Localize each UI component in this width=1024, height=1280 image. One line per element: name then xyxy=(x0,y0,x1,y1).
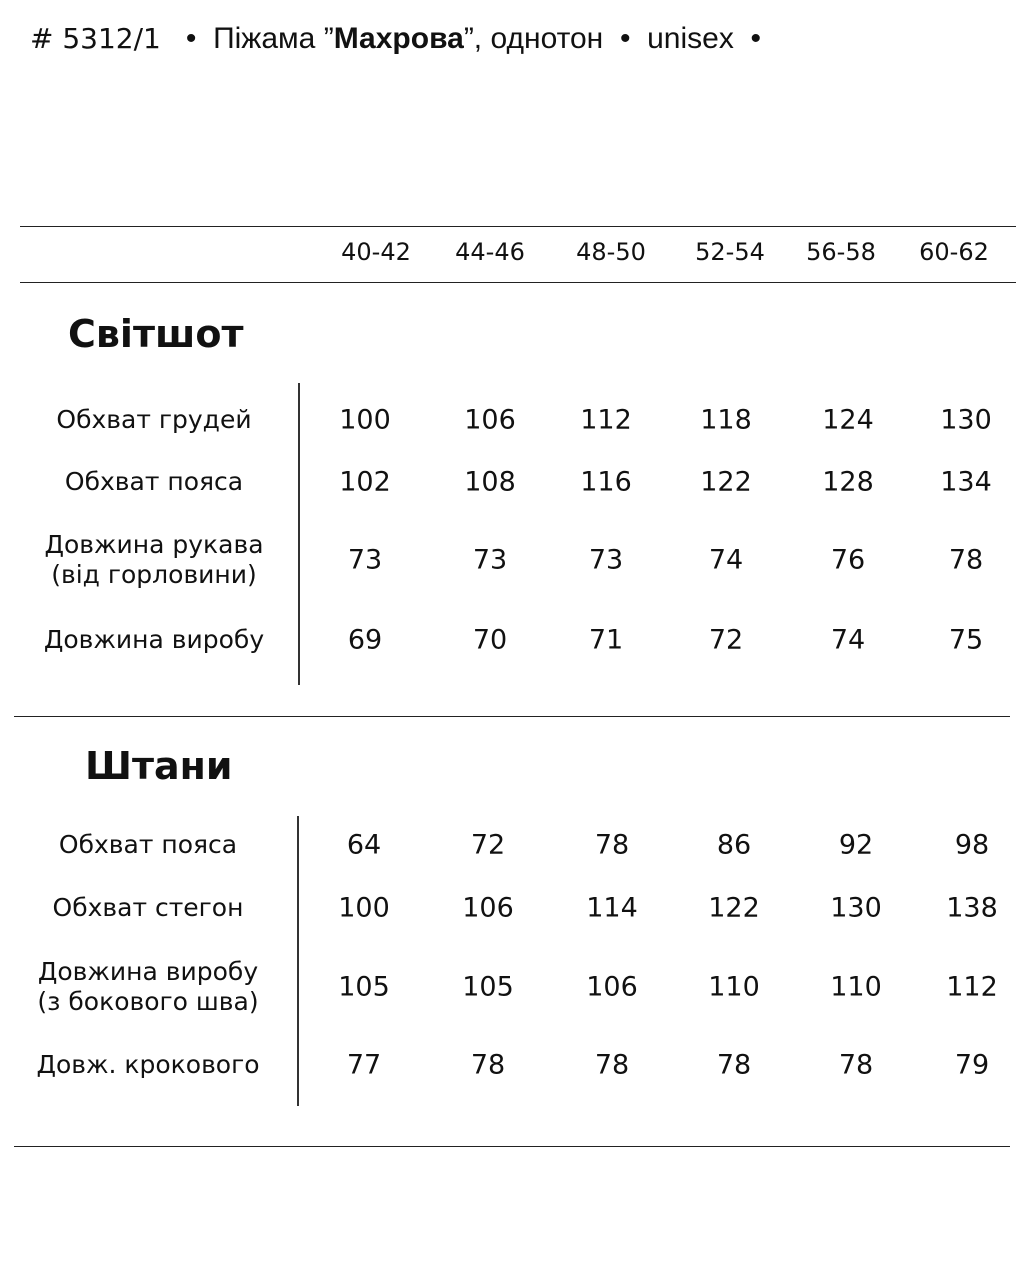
measurement-cell: 130 xyxy=(940,404,992,436)
measurement-cell: 70 xyxy=(472,624,508,656)
measurement-cell: 108 xyxy=(464,466,516,498)
measurement-cell: 118 xyxy=(700,404,752,436)
measurement-cell: 122 xyxy=(700,466,752,498)
measurement-cell: 72 xyxy=(470,829,506,861)
row-label xyxy=(4,625,304,655)
measurement-cell: 72 xyxy=(708,624,744,656)
row-label-line: (від горловини) xyxy=(51,560,257,589)
header-bottom-rule xyxy=(20,282,1016,283)
section-separator xyxy=(14,716,1010,717)
row-label xyxy=(0,893,298,923)
measurement-cell: 106 xyxy=(464,404,516,436)
measurement-cell: 64 xyxy=(346,829,382,861)
measurement-cell: 78 xyxy=(470,1049,506,1081)
measurement-cell: 112 xyxy=(946,971,998,1003)
measurement-cell: 110 xyxy=(830,971,882,1003)
measurement-cell: 76 xyxy=(830,544,866,576)
size-header-cell: 52-54 xyxy=(695,238,765,266)
bullet-1: • xyxy=(185,22,197,55)
row-label-line: Довжина виробу xyxy=(37,957,259,986)
row-label xyxy=(4,467,304,497)
measurement-cell: 102 xyxy=(339,466,391,498)
row-label xyxy=(0,830,298,860)
measurement-cell: 105 xyxy=(462,971,514,1003)
measurement-cell: 105 xyxy=(338,971,390,1003)
product-title xyxy=(30,22,761,56)
row-label xyxy=(4,530,304,590)
row-label-line: Довж. крокового xyxy=(36,1050,260,1079)
measurement-cell: 69 xyxy=(347,624,383,656)
measurement-cell: 73 xyxy=(347,544,383,576)
row-label xyxy=(0,1050,298,1080)
measurement-cell: 116 xyxy=(580,466,632,498)
measurement-cell: 73 xyxy=(472,544,508,576)
measurement-cell: 130 xyxy=(830,892,882,924)
product-prefix: Піжама ” xyxy=(213,22,334,55)
measurement-cell: 112 xyxy=(580,404,632,436)
header-top-rule xyxy=(20,226,1016,227)
measurement-cell: 78 xyxy=(716,1049,752,1081)
row-label-line: Обхват пояса xyxy=(58,830,238,859)
measurement-cell: 138 xyxy=(946,892,998,924)
product-code: # 5312/1 xyxy=(30,22,161,55)
size-header-cell: 56-58 xyxy=(806,238,876,266)
measurement-cell: 100 xyxy=(339,404,391,436)
product-gender: unisex xyxy=(647,22,734,55)
measurement-cell: 78 xyxy=(594,829,630,861)
measurement-cell: 106 xyxy=(586,971,638,1003)
measurement-cell: 78 xyxy=(838,1049,874,1081)
measurement-cell: 78 xyxy=(948,544,984,576)
bullet-3: • xyxy=(750,22,762,55)
row-label-line: Довжина виробу xyxy=(43,625,265,654)
measurement-cell: 73 xyxy=(588,544,624,576)
row-label-line: Обхват пояса xyxy=(64,467,244,496)
size-header-cell: 48-50 xyxy=(576,238,646,266)
row-label xyxy=(0,957,298,1017)
measurement-cell: 98 xyxy=(954,829,990,861)
measurement-cell: 122 xyxy=(708,892,760,924)
row-label-line: (з бокового шва) xyxy=(37,987,259,1016)
measurement-cell: 78 xyxy=(594,1049,630,1081)
row-label-line: Обхват стегон xyxy=(52,893,244,922)
measurement-cell: 128 xyxy=(822,466,874,498)
size-header-cell: 44-46 xyxy=(455,238,525,266)
row-label-line: Довжина рукава xyxy=(44,530,264,559)
row-label xyxy=(4,405,304,435)
measurement-cell: 77 xyxy=(346,1049,382,1081)
measurement-cell: 114 xyxy=(586,892,638,924)
measurement-cell: 75 xyxy=(948,624,984,656)
measurement-cell: 134 xyxy=(940,466,992,498)
measurement-cell: 110 xyxy=(708,971,760,1003)
measurement-cell: 71 xyxy=(588,624,624,656)
section-title-sweatshirt: Світшот xyxy=(68,312,244,356)
measurement-cell: 92 xyxy=(838,829,874,861)
product-name: Махрова xyxy=(333,22,464,55)
measurement-cell: 86 xyxy=(716,829,752,861)
measurement-cell: 124 xyxy=(822,404,874,436)
measurement-cell: 79 xyxy=(954,1049,990,1081)
bottom-rule xyxy=(14,1146,1010,1147)
section-title-pants: Штани xyxy=(85,744,233,788)
product-suffix: ”, однотон xyxy=(463,22,604,55)
measurement-cell: 74 xyxy=(830,624,866,656)
measurement-cell: 74 xyxy=(708,544,744,576)
measurement-cell: 106 xyxy=(462,892,514,924)
row-label-line: Обхват грудей xyxy=(56,405,252,434)
size-header-cell: 60-62 xyxy=(919,238,989,266)
measurement-cell: 100 xyxy=(338,892,390,924)
bullet-2: • xyxy=(619,22,631,55)
size-header-cell: 40-42 xyxy=(341,238,411,266)
